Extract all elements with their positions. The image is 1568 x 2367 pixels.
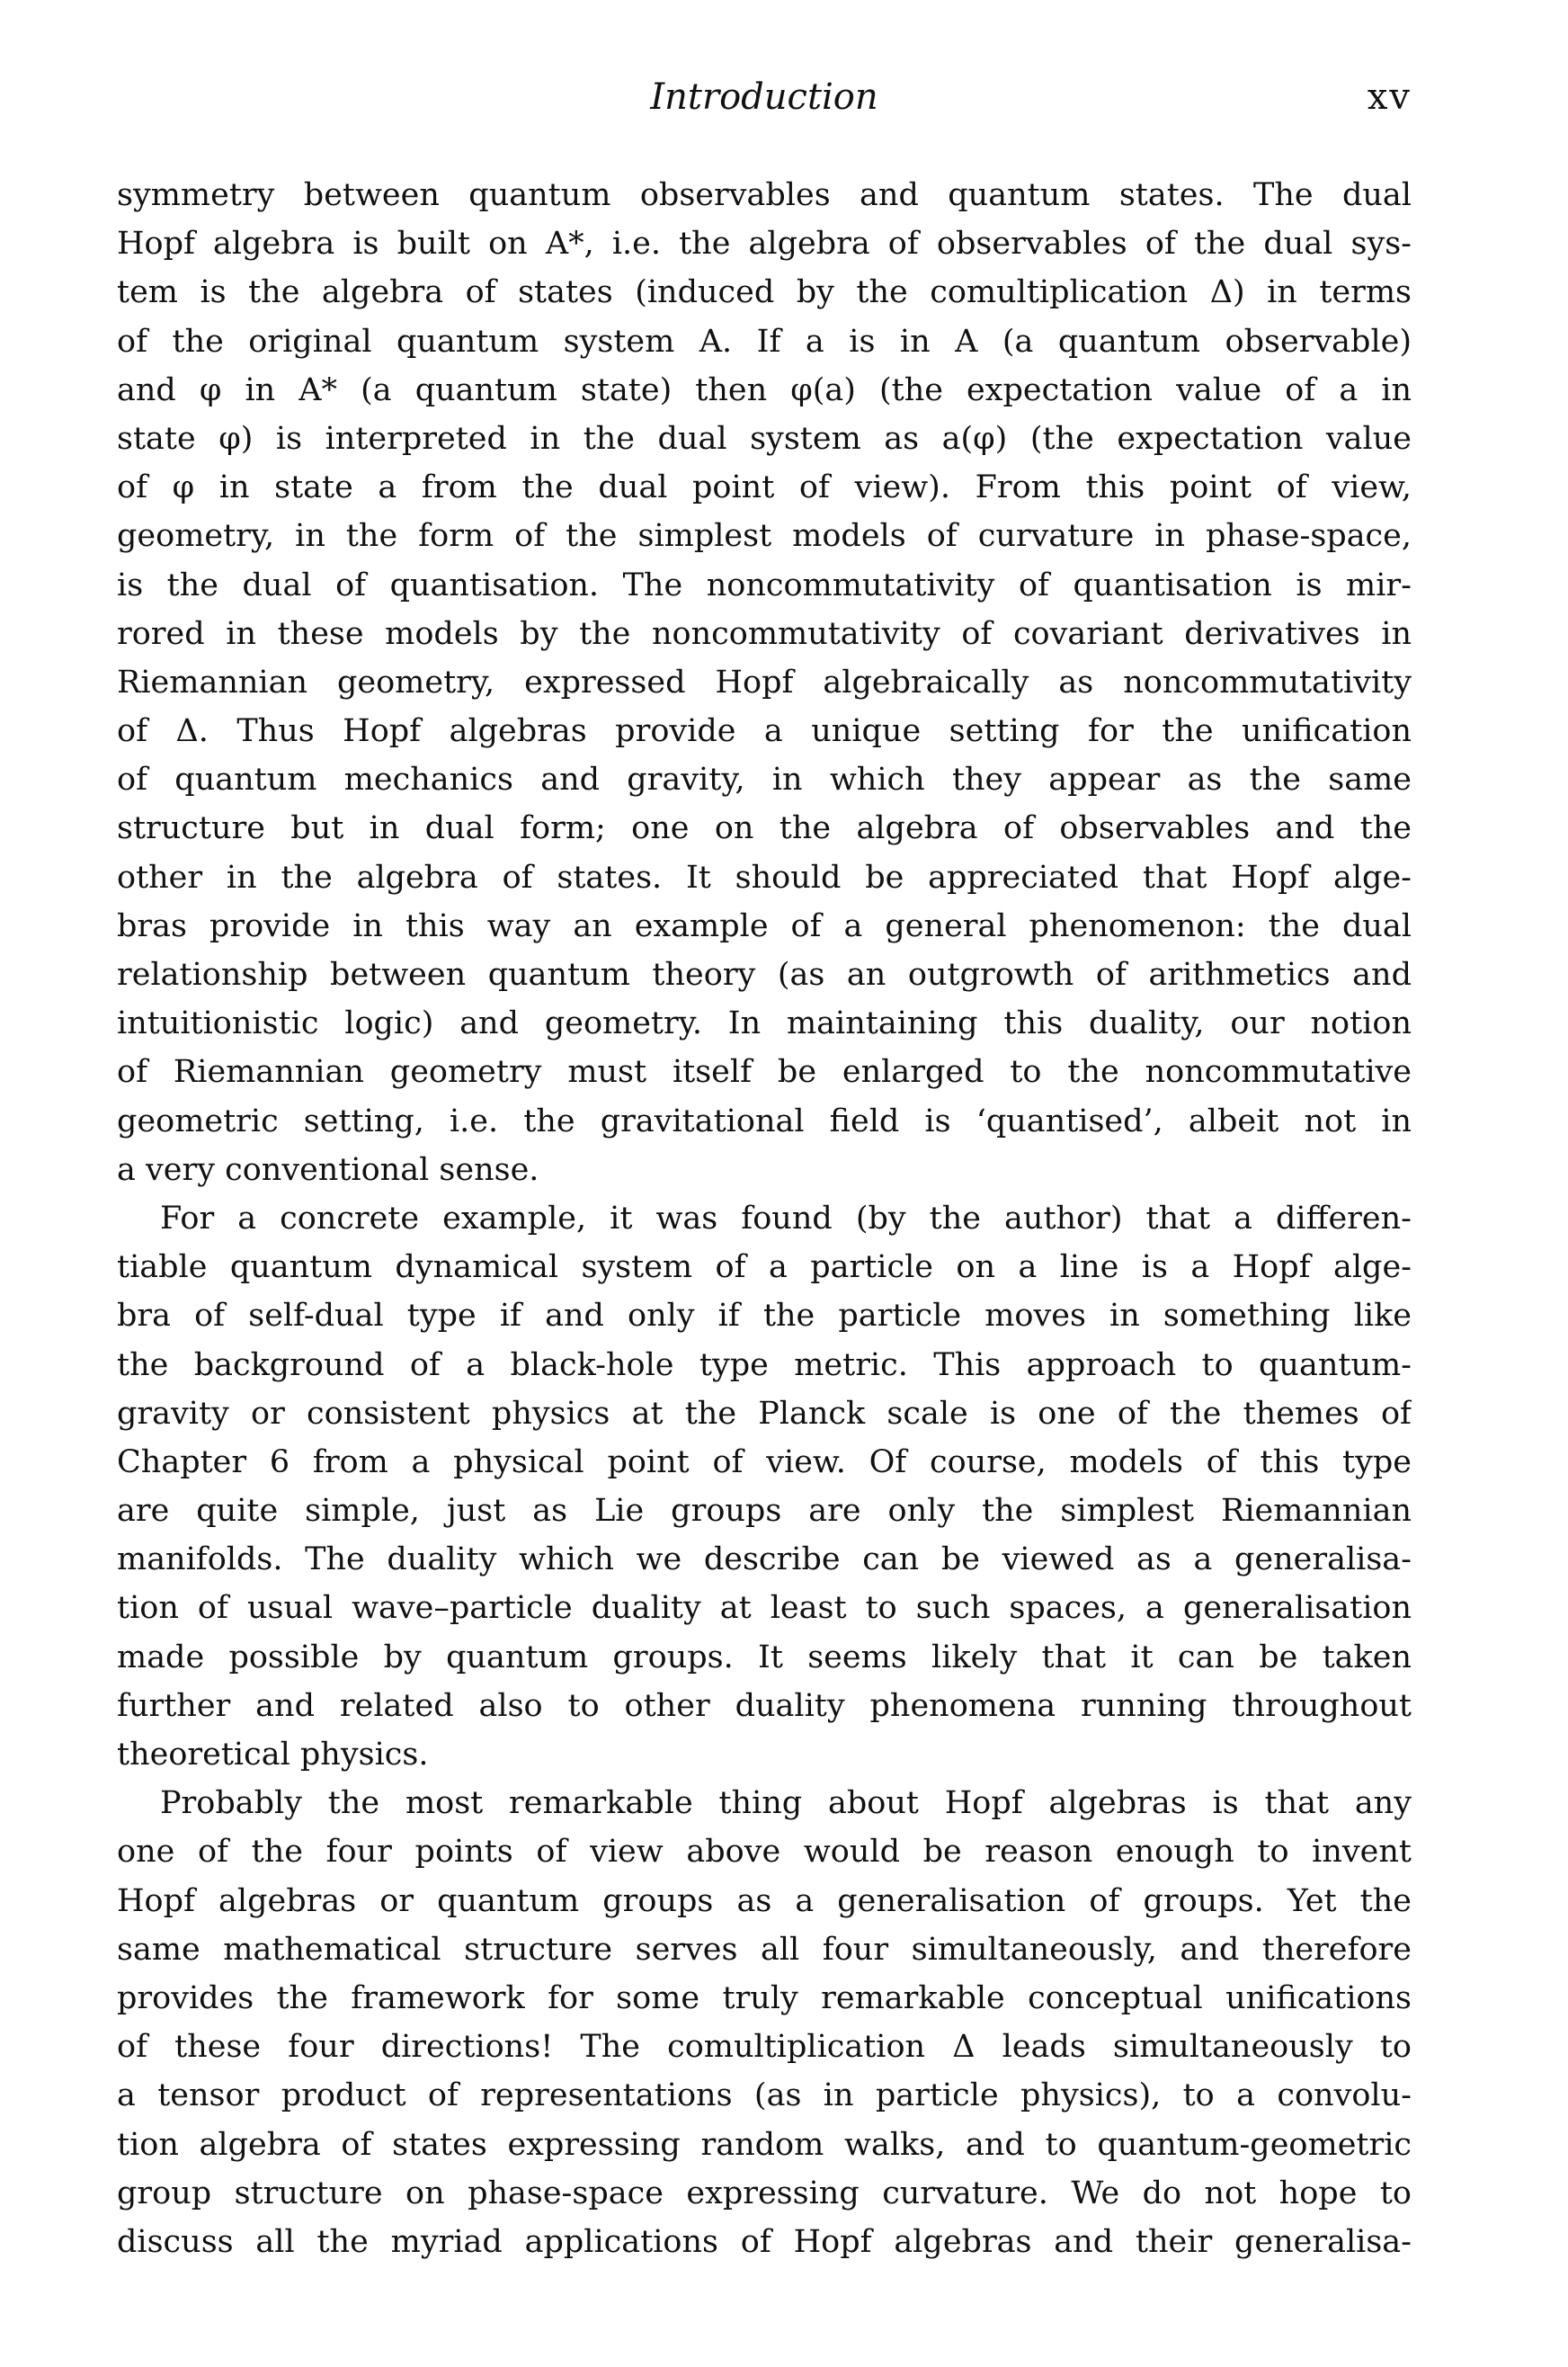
text-line: manifolds. The duality which we describe can be viewed as a generalisa- [117,1541,1412,1578]
text-line: tiable quantum dynamical system of a particle on a line is a Hopf alge- [117,1249,1412,1286]
text-line: made possible by quantum groups. It seems likely that it can be taken [117,1639,1412,1675]
text-line: bra of self-dual type if and only if the particle moves in something like [117,1298,1412,1335]
text-line: are quite simple, just as Lie groups are only the simplest Riemannian [117,1493,1412,1530]
text-line: tion of usual wave–particle duality at least to such spaces, a generalisation [117,1590,1412,1627]
text-line: bras provide in this way an example of a general phenomenon: the dual [117,907,1412,944]
text-line: Hopf algebra is built on A*, i.e. the algebra of observables of the dual sys- [117,226,1412,263]
paragraph [117,1779,1412,2266]
text-line: of Riemannian geometry must itself be enlarged to the noncommutative [117,1054,1412,1091]
text-line: rored in these models by the noncommutativity of covariant derivatives in [117,615,1412,652]
text-line: Riemannian geometry, expressed Hopf algebraically as noncommutativity [117,664,1412,701]
text-line: the background of a black-hole type metric. This approach to quantum- [117,1346,1412,1383]
text-line: group structure on phase-space expressing curvature. We do not hope to [117,2175,1412,2211]
text-line: theoretical physics. [117,1737,429,1773]
text-line: structure but in dual form; one on the algebra of observables and the [117,810,1412,847]
text-line: is the dual of quantisation. The noncommutativity of quantisation is mir- [117,567,1412,603]
text-line: of Δ. Thus Hopf algebras provide a unique setting for the unification [117,713,1412,750]
text-line: Probably the most remarkable thing about Hopf algebras is that any [160,1785,1412,1822]
section-title: Introduction [650,76,878,118]
text-line: same mathematical structure serves all four simultaneously, and therefore [117,1931,1412,1968]
text-line: of quantum mechanics and gravity, in which they appear as the same [117,762,1412,799]
text-line: symmetry between quantum observables and quantum states. The dual [117,177,1412,213]
text-line: intuitionistic logic) and geometry. In maintaining this duality, our notion [117,1005,1412,1042]
text-line: state φ) is interpreted in the dual system as a(φ) (the expectation value [117,420,1412,457]
body-text [117,171,1412,2266]
paragraph [117,171,1412,1194]
text-line: further and related also to other duality phenomena running throughout [117,1687,1412,1724]
text-line: geometric setting, i.e. the gravitational field is ‘quantised’, albeit not in [117,1103,1412,1139]
text-line: provides the framework for some truly remarkable conceptual unifications [117,1979,1412,2016]
text-line: a tensor product of representations (as in particle physics), to a convolu- [117,2077,1412,2114]
page-number: xv [1367,76,1412,118]
running-head [117,70,1412,124]
text-line: one of the four points of view above would be reason enough to invent [117,1834,1412,1871]
text-line: of the original quantum system A. If a is in A (a quantum observable) [117,323,1412,360]
text-line: and φ in A* (a quantum state) then φ(a) (the expectation value of a in [117,371,1412,408]
text-line: For a concrete example, it was found (by the author) that a differen- [160,1200,1412,1237]
text-line: relationship between quantum theory (as an outgrowth of arithmetics and [117,957,1412,993]
text-line: tem is the algebra of states (induced by the comultiplication Δ) in terms [117,274,1412,311]
text-line: other in the algebra of states. It should be appreciated that Hopf alge- [117,859,1412,896]
text-line: Chapter 6 from a physical point of view. Of course, models of this type [117,1443,1412,1480]
text-line: discuss all the myriad applications of Hopf algebras and their generalisa- [117,2223,1412,2260]
text-line: a very conventional sense. [117,1151,539,1188]
text-line: gravity or consistent physics at the Planck scale is one of the themes of [117,1395,1412,1432]
text-line: of these four directions! The comultiplication Δ leads simultaneously to [117,2029,1412,2066]
text-line: of φ in state a from the dual point of view). From this point of view, [117,469,1412,506]
text-line: tion algebra of states expressing random walks, and to quantum-geometric [117,2126,1412,2163]
text-line: Hopf algebras or quantum groups as a generalisation of groups. Yet the [117,1882,1412,1919]
paragraph [117,1194,1412,1779]
text-line: geometry, in the form of the simplest models of curvature in phase-space, [117,518,1412,555]
